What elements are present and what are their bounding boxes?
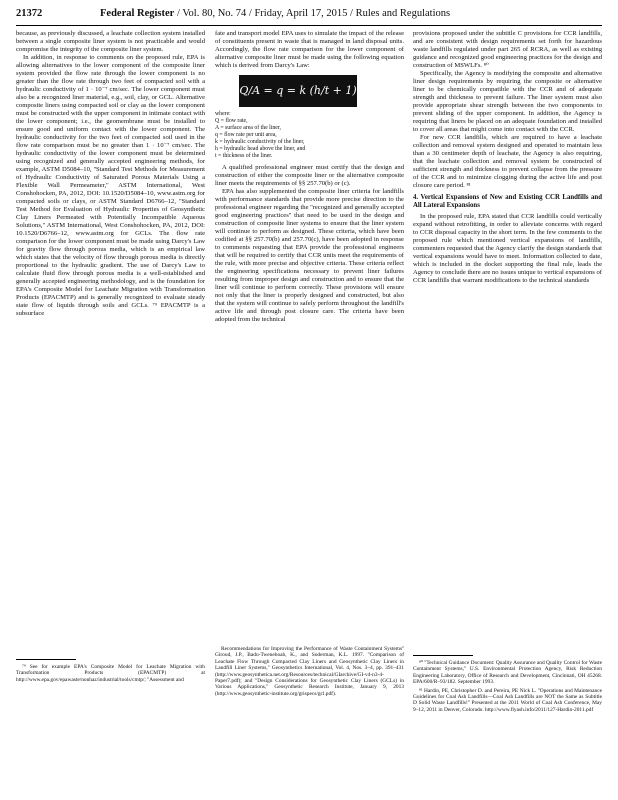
paragraph: A qualified professional engineer must certify that the design and construction of either the composite liner or the alternative composite liner meets the requirements of §§ 257.70(b) or (c). — [215, 164, 404, 187]
where-item: h = hydraulic head above the liner, and — [215, 146, 306, 152]
journal-title: Federal Register — [100, 8, 175, 19]
page-number: 21372 — [16, 8, 43, 19]
paragraph: For new CCR landfills, which are required to have a leachate collection and removal system designed and operated to maintain less than a 30 centimeter depth of leachate, the Agency is also requiring, that the leachate collection and removal system be constructed of sufficient strength and thickness to prevent collapse from the pressure of the CCR and to minimize clogging during the active life and post closure care period. ⁸¹ — [413, 134, 602, 189]
column-1 — [16, 30, 205, 318]
where-item: Q = flow rate, — [215, 118, 248, 124]
footnote-col-2 — [215, 646, 404, 699]
column-2 — [215, 30, 404, 324]
footnote-col-3 — [413, 660, 602, 715]
darcy-equation: Q/A = q = k (h/t + 1) — [239, 75, 357, 107]
where-item: t = thickness of the liner. — [215, 153, 273, 159]
paragraph: provisions proposed under the subtitle C provisions for CCR landfills, and are consistent with design requirements set forth for hazardous waste landfills regulated under part 265 of RCRA, as well as existing guidance and recognized good engineering practices for the design and construction of MSWLFs. ⁸⁰ — [413, 30, 602, 69]
paragraph: Specifically, the Agency is modifying the composite and alternative liner design requirements by requiring the composite or alternative liner to be chemically compatible with the CCR and of adequate strength and thickness to prevent failure. The liner system must also provide appropriate shear strength between the two components to prevent sliding of the upper component. In addition, the Agency is requiring that liners be placed on an adequate foundation and installed to cover all areas that might come into contact with the CCR. — [413, 70, 602, 133]
footnote: ⁸⁰ ''Technical Guidance Document: Quality Assurance and Quality Control for Waste Containment Systems,'' U.S. Environmental Protection Agency, Risk Reduction Engineering Laboratory, Office of Research and Development, Cincinnati, OH 45268. EPA/600/R–93/182. September 1993. — [413, 660, 602, 686]
paragraph: In the proposed rule, EPA stated that CCR landfills could vertically expand without retrofitting, in order to alleviate concerns with regard to CCR disposal capacity in the short term. In the few comments to the proposed rule which mentioned vertical expansions of landfills, commenters requested that the Agency clarify the design standards that vertical expansions would have to meet. Information collected to date, which is included in the docket supporting the final rule, leads the Agency to conclude there are no issues unique to vertical expansions of CCR landfills that warrant modifications to the technical standards — [413, 213, 602, 284]
where-item: A = surface area of the liner, — [215, 125, 281, 131]
footnote-rule — [16, 659, 76, 660]
footnote-col-1 — [16, 664, 205, 685]
paragraph: fate and transport model EPA uses to simulate the impact of the release of constituents present in waste that is managed in land disposal units. Accordingly, the flow rate comparison for the lower component of alternative composite liner must be made using the following equation which is derived from Darcy's Law: — [215, 30, 404, 69]
section-heading: 4. Vertical Expansions of New and Existing CCR Landfills and All Lateral Expansions — [413, 194, 602, 209]
paragraph: In addition, in response to comments on the proposed rule, EPA is allowing alternatives to the lower component of the composite liner system provided the flow rate through the lower component is no greater than the flow rate through two feet of compacted soil with a hydraulic conductivity of 1 · 10⁻⁷ cm/sec. The lower component must also be a recognized liner material, e.g., soil, clay, or GCL. Alternative composite liners using compacted soil or clay as the lower component must be constructed with the upper component in intimate contact with the lower component; i.e., the geomembrane must be installed to ensure good and uniform contact with the lower component. The hydraulic conductivity for the two feet of compacted soil used in the flow rate comparison must be no greater than 1 · 10⁻⁷ cm/sec. The hydraulic conductivity of the lower component must be determined using recognized and generally accepted engineering methods, for example, ASTM D5084–10, ''Standard Test Methods for Measurement of Hydraulic Conductivity of Saturated Porous Materials Using a Flexible Wall Permeameter,'' ASTM International, West Conshohocken, PA, 2012, DOI: 10.1520/D5084–10, www.astm.org for compacted soils or clays, or ASTM Standard D6766–12, ''Standard Test Method for Evaluation of Hydraulic Properties of Geosynthetic Clay Liners Permeated with Potentially Incompatible Aqueous Solutions,'' ASTM International, West Conshohocken, PA, 2012, DOI: 10.1520/D6766–12, www.astm.org for GCLs. The flow rate comparison for the lower component must be made using Darcy's Law for gravity flow through porous media, which is an empirical law which states that the velocity of flow through porous media is directly proportional to the hydraulic gradient. The use of Darcy's Law to calculate fluid flow through porous media is a well-established and generally accepted engineering methodology, and is the foundation for EPA's Composite Model for Leachate Migration with Transformation Products (EPACMTP) and is generally recognized to evaluate steady state flow of liquids through soils and GCLs. ⁷⁹ EPACMTP is a subsurface — [16, 54, 205, 317]
header-rule — [16, 25, 602, 26]
where-item: k = hydraulic conductivity of the liner, — [215, 139, 305, 145]
footnote: Recommendations for Improving the Performance of Waste Containment Systems'' Giroud, J.P., Badu-Tweneboah, K., and Soderman, K.L. 1997. ''Comparison of Leachate Flow Through Compacted Clay Liners and Geosynthetic Clay Liners in Landfill Liner Systems,'' Geosynthetics International, Vol. 4, Nos. 3–4, pp. 391–431 (http://www.geosynthetica.net.org/Resources/technical/GIarchive/GI-v4-n3-4-Paper7.pdf); and ''Design Considerations for Geosynthetic Clay Liners (GCLs) in Various Applications,'' Geosynthetic Research Institute, January 9, 2013 (http://www.geosynthetic-institute.org/grispecs/gcl.pdf). — [215, 646, 404, 697]
paragraph: EPA has also supplemented the composite liner criteria for landfills with performance standards that provide more precise direction to the professional engineer regarding the ''recognized and generally accepted good engineering practices'' that need to be used in the design and construction of composite liner systems to ensure that the liner system will continue to perform as designed. These criteria, which have been codified at §§ 257.70(b) and 257.70(c), have been adopted in response to comments requesting that EPA provide the professional engineers that will be required to certify that CCR units meet the requirements of the rule, with more precise and objective criteria. These criteria reflect the engineering specifications necessary to prevent liner failures resulting from improper design and construction and to ensure that the liner will continue to perform correctly. These provisions will ensure not only that the liner is properly designed and constructed, but also that the system will continue to safely perform throughout the landfill's active life and through post closure care. The criteria have been adopted from the technical — [215, 188, 404, 323]
footnote: ⁸¹ Hardin, PE, Christopher D. and Pereira, PE Nick L. ''Operations and Maintenance Guidelines for Coal Ash Landfills—Coal Ash Landfills are NOT the Same as Subtitle D Solid Waste Landfills!'' Presented at the 2011 World of Coal Ash Conference, May 9–12, 2011 in Denver, Colorado. http://www.flyash.info/2011/127-Hardin-2011.pdf — [413, 687, 602, 713]
running-head — [100, 8, 450, 19]
footnote-rule — [413, 655, 473, 656]
equation-legend — [215, 111, 404, 160]
footnote: ⁷⁹ See for example EPA's Composite Model for Leachate Migration with Transformation Products (EPACMTP) at http://www.epa.gov/epawaste/nonhaz/industrial/tools/cmtp/; ''Assessment and — [16, 664, 205, 683]
where-item: q = flow rate per unit area, — [215, 132, 277, 138]
column-3 — [413, 30, 602, 285]
issue-info: / Vol. 80, No. 74 / Friday, April 17, 2015 / Rules and Regulations — [176, 8, 451, 19]
where-label: where: — [215, 111, 231, 117]
paragraph: because, as previously discussed, a leachate collection system installed between a single composite liner system is not practicable and would compromise the integrity of the composite liner system. — [16, 30, 205, 53]
page-header — [16, 8, 602, 22]
